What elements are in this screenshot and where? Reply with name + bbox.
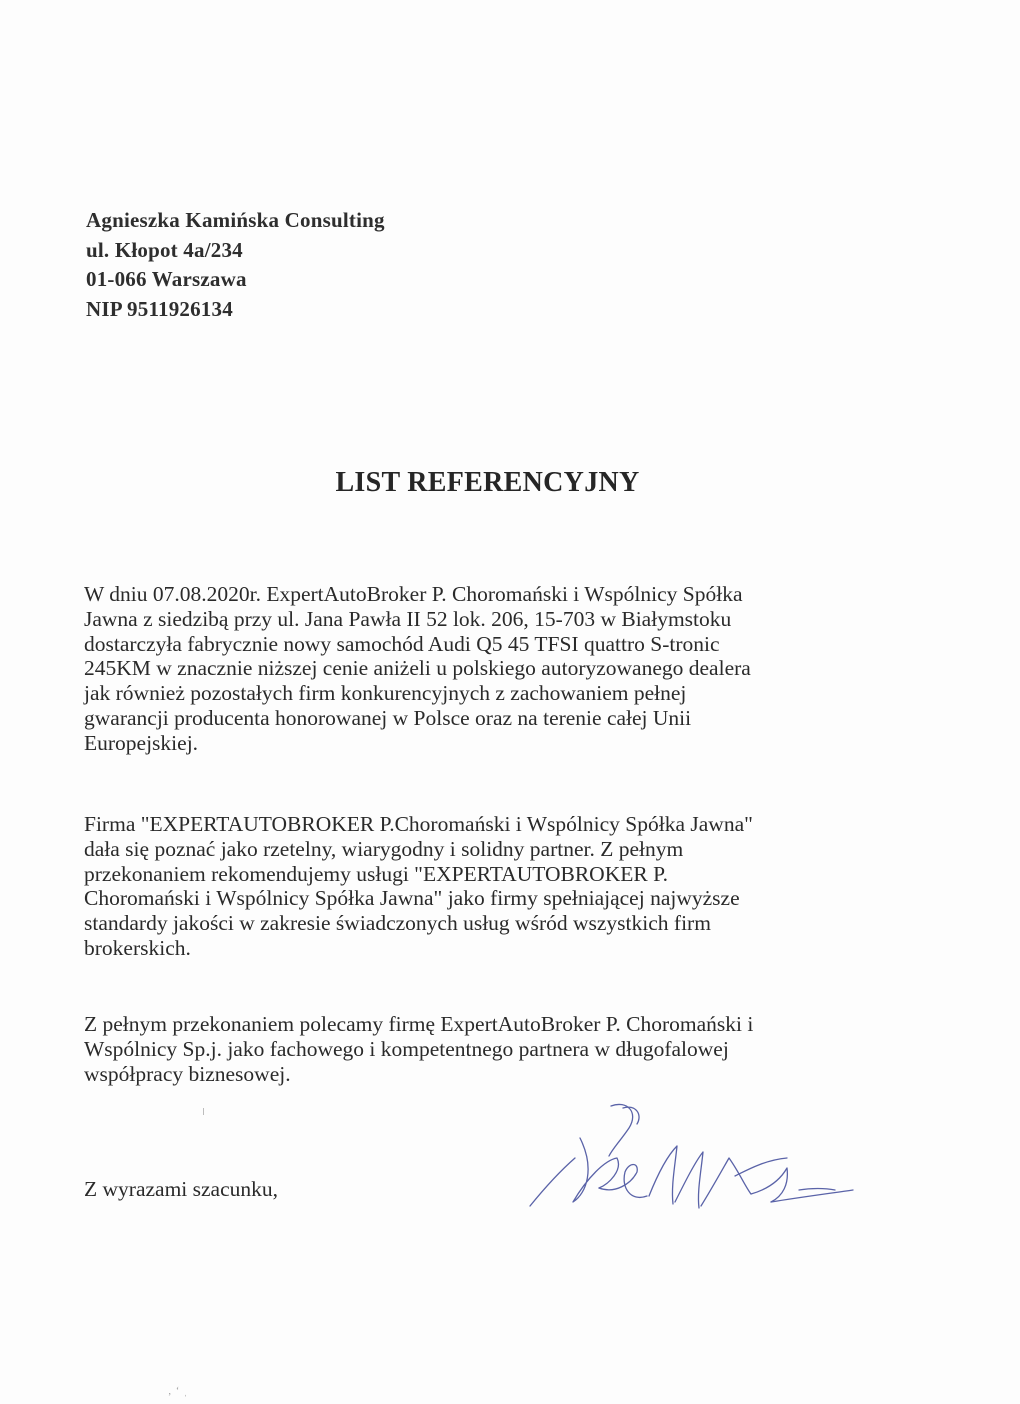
scan-mark: ‚ ʻ ˌ [168,1386,188,1397]
paragraph-delivery [84,582,751,756]
paragraph-line: Jawna z siedzibą przy ul. Jana Pawła II 52 lok. 206, 15-703 w Białymstoku [84,606,732,631]
sender-name: Agnieszka Kamińska Consulting [86,208,385,232]
paragraph-line: standardy jakości w zakresie świadczonych usług wśród wszystkich firm [84,911,711,936]
paragraph-line: dostarczyła fabrycznie nowy samochód Audi Q5 45 TFSI quattro S-tronic [84,631,720,656]
sender-nip: NIP 9511926134 [86,296,233,321]
sender-street: ul. Kłopot 4a/234 [86,237,243,262]
paragraph-line: dała się poznać jako rzetelny, wiarygodny i solidny partner. Z pełnym [84,836,684,861]
paragraph-line: Choromański i Wspólnicy Spółka Jawna" jako firmy spełniającej najwyższe [84,886,740,911]
paragraph-line: przekonaniem rekomendujemy usługi "EXPERTAUTOBROKER P. [84,861,669,886]
paragraph-endorsement [84,1012,753,1086]
handwritten-signature [525,1098,860,1218]
paragraph-line: Europejskiej. [84,730,199,755]
paragraph-line: Firma "EXPERTAUTOBROKER P.Choromański i Wspólnicy Spółka Jawna" [84,812,753,836]
paragraph-line: gwarancji producenta honorowanej w Polsce oraz na terenie całej Unii [84,705,692,730]
paragraph-line: współpracy biznesowej. [84,1061,291,1086]
paragraph-line: Wspólnicy Sp.j. jako fachowego i kompetentnego partnera w długofalowej [84,1036,729,1061]
paragraph-recommendation [84,812,753,961]
closing-salutation: Z wyrazami szacunku, [84,1177,279,1201]
paragraph-line: W dniu 07.08.2020r. ExpertAutoBroker P. Choromański i Wspólnicy Spółka [84,582,743,606]
sender-city: 01-066 Warszawa [86,267,247,291]
paragraph-line: Z pełnym przekonaniem polecamy firmę ExpertAutoBroker P. Choromański i [84,1012,754,1036]
document-title: LIST REFERENCYJNY [335,467,640,498]
sender-address-block [86,206,385,324]
paragraph-line: brokerskich. [84,935,191,960]
scan-speck [203,1108,204,1115]
paragraph-line: 245KM w znacznie niższej cenie aniżeli u polskiego autoryzowanego dealera [84,656,751,681]
paragraph-line: jak również pozostałych firm konkurencyjnych z zachowaniem pełnej [84,681,687,706]
